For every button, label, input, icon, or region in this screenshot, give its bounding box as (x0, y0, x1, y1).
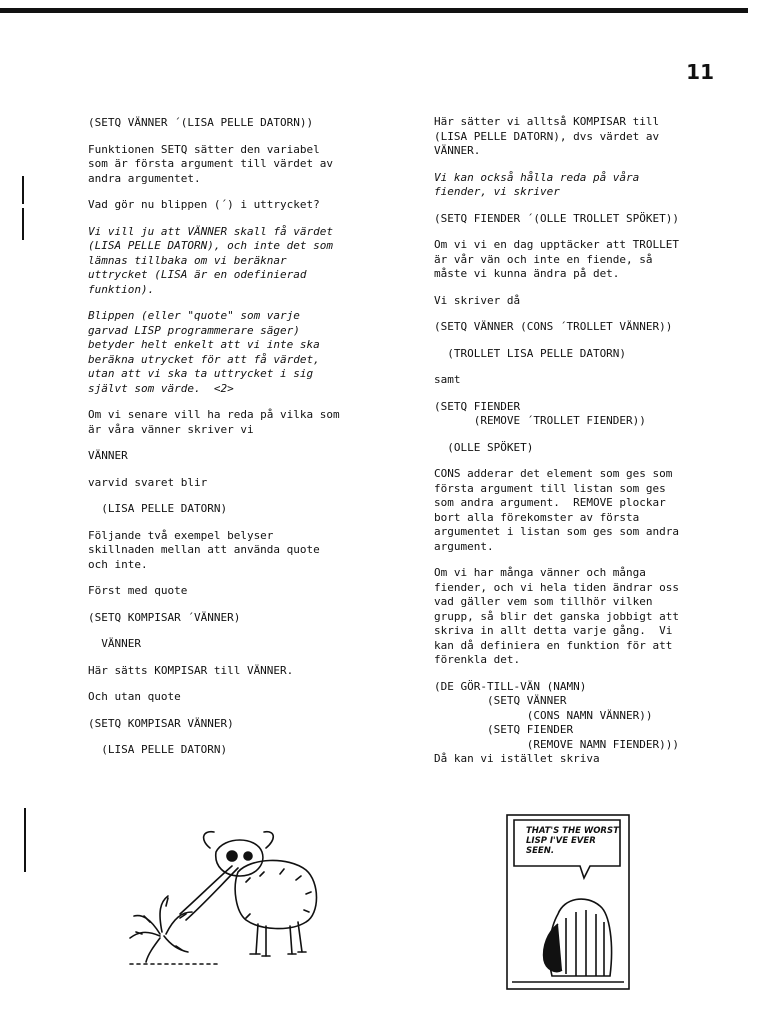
code-output: (LISA PELLE DATORN) (88, 743, 228, 756)
margin-change-bar (24, 808, 26, 872)
paragraph: Blippen (eller "quote" som varje garvad LISP programmerare säger) betyder helt enkelt att vi inte ska beräkna utrycket för att få värdet, utan att vi ska ta uttrycket i sig självt som värde. <2> (88, 309, 320, 395)
paragraph: Här sätts KOMPISAR till VÄNNER. (88, 663, 294, 677)
paragraph: varvid svaret blir (88, 475, 208, 489)
paragraph: Om vi har många vänner och många fiender, och vi hela tiden ändrar oss vad gäller vem som tillhör vilken grupp, så blir det ganska jobbigt att skriva in allt detta varje gång. Vi kan då definiera en funktion för att förenkla det. (434, 566, 680, 666)
paragraph: Följande två exempel belyser skillnaden mellan att använda quote och inte. (88, 528, 320, 571)
code-line: (SETQ FIENDER (REMOVE ´TROLLET FIENDER)) (434, 399, 646, 427)
left-column (88, 116, 388, 770)
paragraph: Och utan quote (88, 690, 181, 703)
paragraph: Vad gör nu blippen (´) i uttrycket? (88, 198, 320, 211)
right-column (434, 115, 734, 779)
comic-panel (506, 814, 630, 990)
code-block: (DE GÖR-TILL-VÄN (NAMN) (SETQ VÄNNER (CONS NAMN VÄNNER)) (SETQ FIENDER (REMOVE NAMN FIENDER))) (434, 679, 680, 751)
paragraph: Om vi vi en dag upptäcker att TROLLET är vår vän och inte en fiende, så måste vi kunna ändra på det. (434, 238, 680, 280)
margin-change-bar (22, 208, 24, 240)
code-line: VÄNNER (88, 449, 128, 462)
code-output: (LISA PELLE DATORN) (88, 502, 228, 515)
paragraph: Här sätter vi alltså KOMPISAR till (LISA PELLE DATORN), dvs värdet av VÄNNER. (434, 115, 660, 157)
paragraph: Först med quote (88, 584, 188, 597)
code-output: (TROLLET LISA PELLE DATORN) (434, 346, 627, 360)
code-line: (SETQ VÄNNER (CONS ´TROLLET VÄNNER)) (434, 320, 673, 333)
code-output: VÄNNER (88, 637, 141, 650)
code-line: (SETQ VÄNNER ´(LISA PELLE DATORN)) (88, 116, 314, 129)
code-line: (SETQ KOMPISAR VÄNNER) (88, 716, 234, 730)
page-number: 11 (686, 60, 714, 84)
speech-bubble-text: THAT'S THE WORST LISP I'VE EVER SEEN. (526, 826, 619, 856)
code-line: (SETQ KOMPISAR ´VÄNNER) (88, 610, 241, 624)
paragraph: samt (434, 373, 461, 386)
paragraph: Då kan vi istället skriva (434, 752, 600, 765)
top-rule (0, 8, 748, 13)
code-line: (SETQ FIENDER ´(OLLE TROLLET SPÖKET)) (434, 211, 680, 225)
paragraph: Vi skriver då (434, 293, 521, 307)
paragraph: Om vi senare vill ha reda på vilka som är våra vänner skriver vi (88, 408, 340, 436)
paragraph: Vi vill ju att VÄNNER skall få värdet (LISA PELLE DATORN), och inte det som lämnas tillbaka om vi beräknar uttrycket (LISA är en odefinierad funktion). (88, 224, 334, 296)
sheep-cartoon (120, 822, 330, 972)
paragraph: Vi kan också hålla reda på våra fiender, vi skriver (434, 170, 640, 198)
paragraph: CONS adderar det element som ges som första argument till listan som ges som andra argument. REMOVE plockar bort alla förekomster av första argumentet i listan som ges som andra argument. (434, 467, 680, 553)
code-output: (OLLE SPÖKET) (434, 440, 534, 454)
margin-change-bar (22, 176, 24, 204)
paragraph: Funktionen SETQ sätter den variabel som är första argument till värdet av andra argumentet. (88, 142, 334, 185)
